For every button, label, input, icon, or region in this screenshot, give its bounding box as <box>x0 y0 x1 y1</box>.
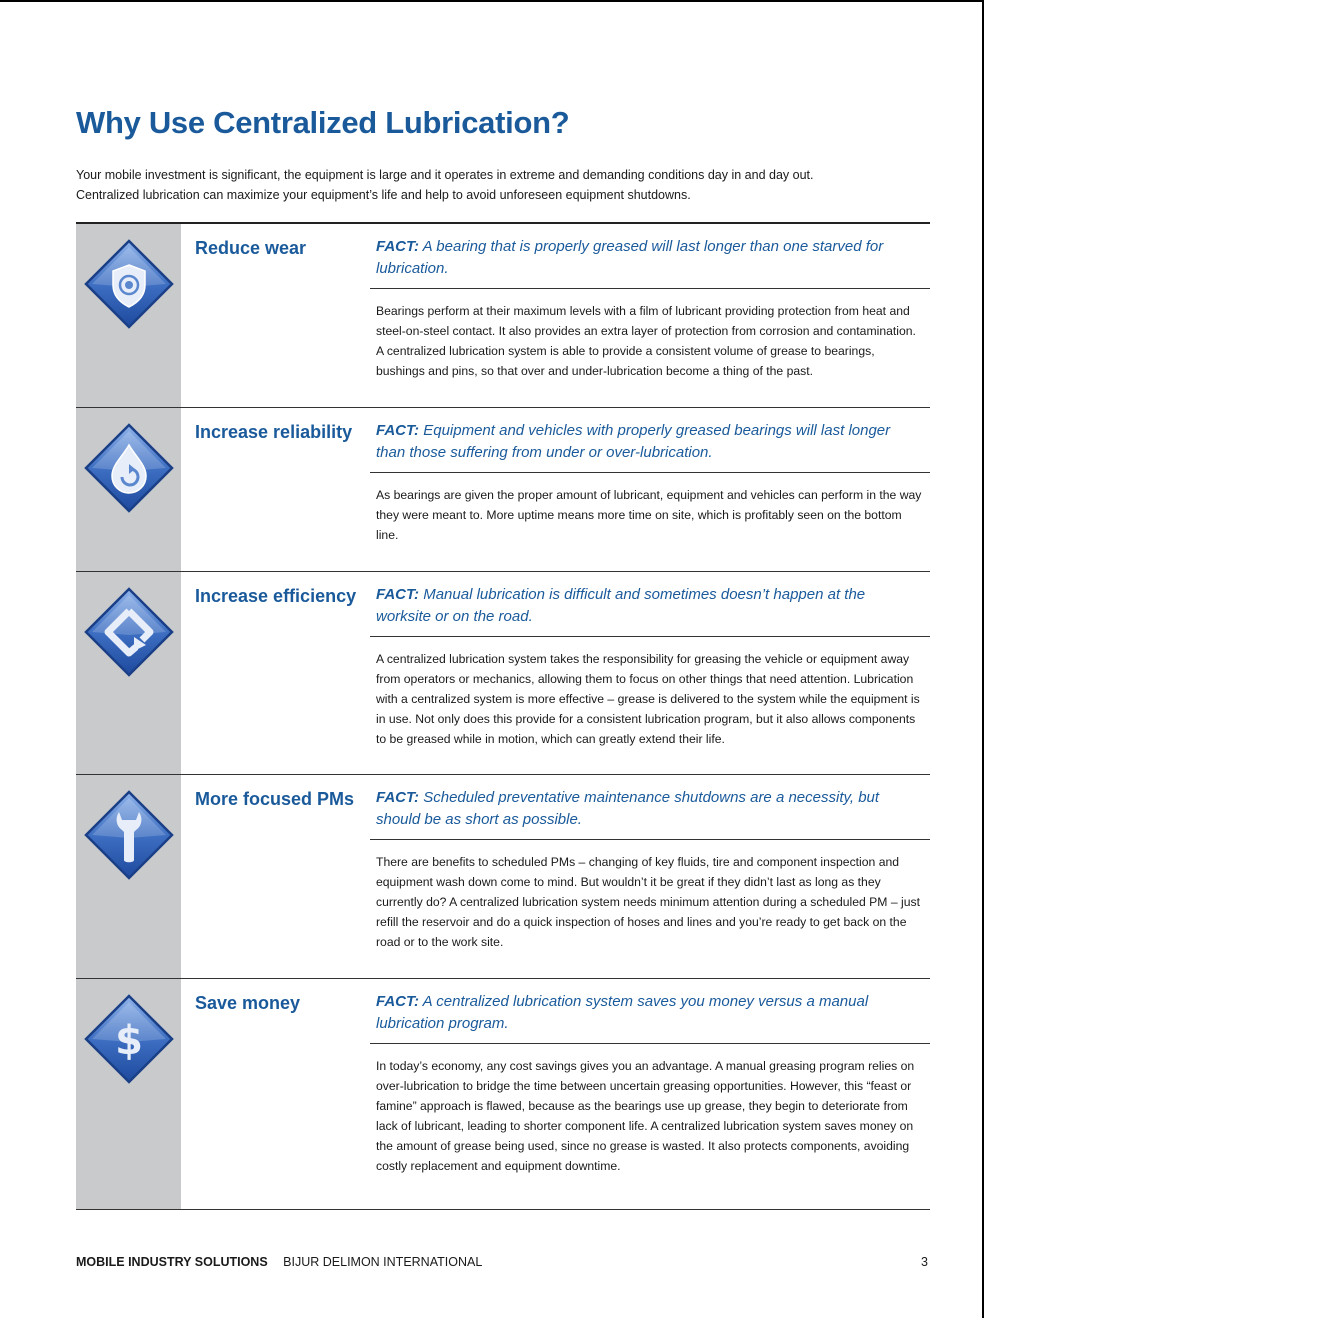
benefit-body: Bearings perform at their maximum levels with a film of lubricant providing protection from heat and steel-on-steel contact. It also provides an extra layer of protection from corrosion and contamination. A centralized lubrication system is able to provide a consistent volume of grease to bearings, bushings and pins, so that over and under-lubrication become a thing of the past. <box>376 304 916 378</box>
benefit-heading: Increase efficiency <box>195 586 357 606</box>
dollar-icon <box>84 994 174 1084</box>
diamond-arrow-icon <box>84 587 174 677</box>
benefit-row-increase-reliability <box>76 408 930 572</box>
footer-company: BIJUR DELIMON INTERNATIONAL <box>283 1255 483 1269</box>
intro-line: Your mobile investment is significant, the equipment is large and it operates in extreme and demanding conditions day in and day out. <box>76 168 814 182</box>
benefits-table <box>76 222 930 1210</box>
icon-cell <box>76 408 181 571</box>
benefit-text <box>370 224 930 407</box>
fact-text: Manual lubrication is difficult and sometimes doesn’t happen at the worksite or on the road. <box>376 586 866 625</box>
benefit-body: As bearings are given the proper amount of lubricant, equipment and vehicles can perform in the way they were meant to. More uptime means more time on site, which is profitably seen on the bottom line. <box>376 488 922 542</box>
fact-label: FACT: <box>376 422 420 439</box>
intro-line: Centralized lubrication can maximize your equipment’s life and help to avoid unforeseen equipment shutdowns. <box>76 188 691 202</box>
intro-text <box>76 165 936 205</box>
benefit-heading: Save money <box>195 993 301 1013</box>
benefit-row-more-focused-pms <box>76 775 930 979</box>
fact-label: FACT: <box>376 238 420 255</box>
benefit-text <box>370 775 930 978</box>
fact-text: Equipment and vehicles with properly greased bearings will last longer than those suffering from under or over-lubrication. <box>376 422 891 461</box>
fact-label: FACT: <box>376 586 420 603</box>
fact-label: FACT: <box>376 993 420 1010</box>
benefit-text <box>370 572 930 774</box>
page-number: 3 <box>921 1255 928 1269</box>
benefit-body: There are benefits to scheduled PMs – changing of key fluids, tire and component inspection and equipment wash down come to mind. But wouldn’t it be great if they didn’t last as long as they currently do? A centralized lubrication system needs minimum attention during a scheduled PM – just refill the reservoir and do a quick inspection of hoses and lines and you’re ready to get back on the road or to the work site. <box>376 855 920 949</box>
benefit-heading: Increase reliability <box>195 422 353 442</box>
fact-text: A bearing that is properly greased will last longer than one starved for lubrication. <box>376 238 884 277</box>
benefit-row-reduce-wear <box>76 224 930 408</box>
footer-brand: MOBILE INDUSTRY SOLUTIONS <box>76 1255 268 1269</box>
benefit-row-increase-efficiency <box>76 572 930 775</box>
wrench-icon <box>84 790 174 880</box>
fact-statement <box>370 224 930 289</box>
fact-text: A centralized lubrication system saves you money versus a manual lubrication program. <box>376 993 869 1032</box>
svg-text:$: $ <box>115 1018 143 1064</box>
droplet-cycle-icon <box>84 423 174 513</box>
benefit-heading: More focused PMs <box>195 789 355 809</box>
fact-statement <box>370 572 930 637</box>
benefit-text <box>370 979 930 1209</box>
benefit-row-save-money <box>76 979 930 1210</box>
page-footer <box>76 1255 930 1269</box>
fact-text: Scheduled preventative maintenance shutdowns are a necessity, but should be as short as possible. <box>376 789 880 828</box>
shield-bearing-icon <box>84 239 174 329</box>
icon-cell <box>76 224 181 407</box>
benefit-heading: Reduce wear <box>195 238 307 258</box>
fact-label: FACT: <box>376 789 420 806</box>
fact-statement <box>370 979 930 1044</box>
fact-statement <box>370 775 930 840</box>
page-title: Why Use Centralized Lubrication? <box>76 105 570 140</box>
icon-cell <box>76 979 181 1209</box>
benefit-body: A centralized lubrication system takes the responsibility for greasing the vehicle or equipment away from operators or mechanics, allowing them to focus on other things that need attention. Lubrication with a centralized system is more effective – grease is delivered to the system while the equipment is in use. Not only does this provide for a consistent lubrication program, but it also allows components to be greased while in motion, which can greatly extend their life. <box>376 652 920 746</box>
benefit-body: In today’s economy, any cost savings gives you an advantage. A manual greasing program relies on over-lubrication to bridge the time between uncertain greasing opportunities. However, this “feast or famine” approach is flawed, because as the bearings use up grease, they begin to deteriorate from lack of lubricant, leading to shorter component life. A centralized lubrication system saves money on the amount of grease being used, since no grease is wasted. It also protects components, avoiding costly replacement and equipment downtime. <box>376 1059 915 1173</box>
icon-cell <box>76 572 181 774</box>
icon-cell <box>76 775 181 978</box>
fact-statement <box>370 408 930 473</box>
benefit-text <box>370 408 930 571</box>
